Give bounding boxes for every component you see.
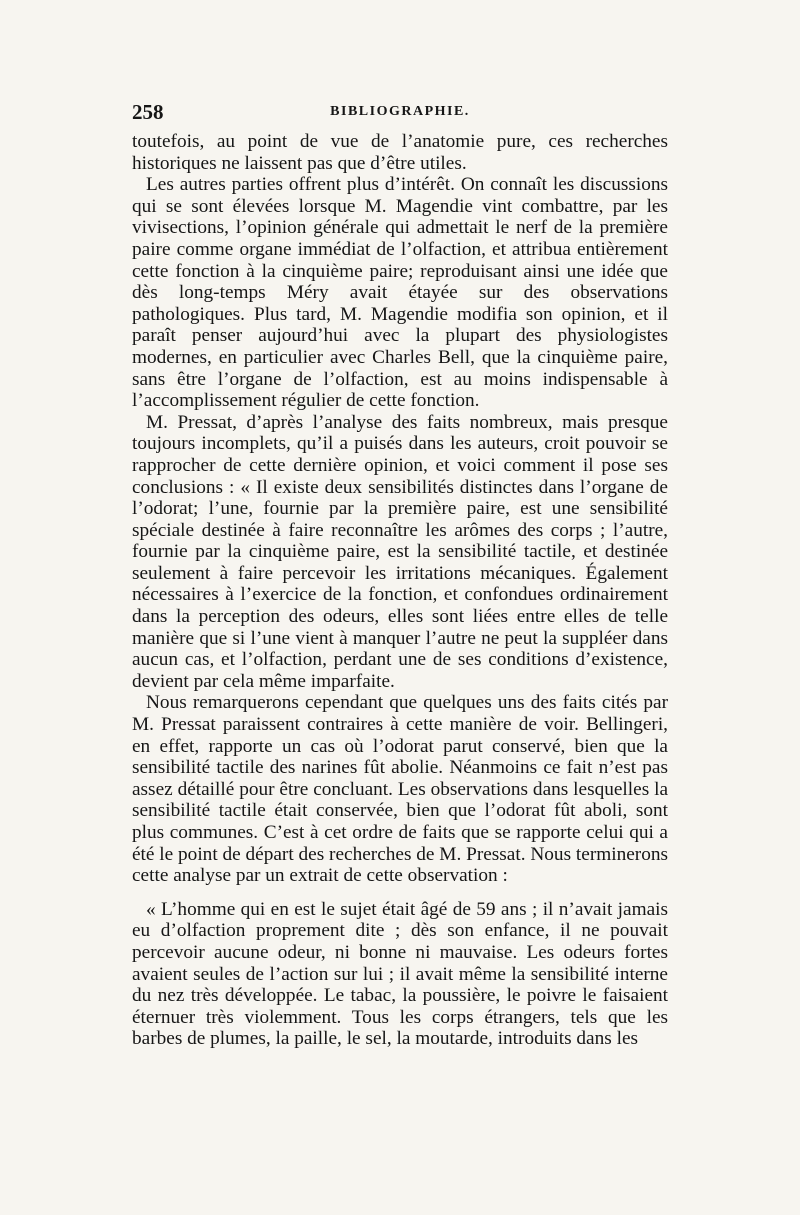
page-header xyxy=(132,100,668,130)
paragraph: Les autres parties offrent plus d’intérêt. On connaît les discussions qui se sont élevées lorsque M. Magendie vint combattre, par les vivisections, l’opinion générale qui admettait le nerf de la première paire comme organe immédiat de l’olfaction, et attribua entièrement cette fonction à la cinquième paire; reproduisant ainsi une idée que dès long-temps Méry avait étayée sur des observations pathologiques. Plus tard, M. Magendie modifia son opinion, et il paraît penser aujourd’hui avec la plupart des physiologistes modernes, en particulier avec Charles Bell, que la cinquième paire, sans être l’organe de l’olfaction, est au moins indispensable à l’accomplissement régulier de cette fonction. xyxy=(132,174,668,412)
paragraph-continuation: toutefois, au point de vue de l’anatomie pure, ces recherches historiques ne laissent pas que d’être utiles. xyxy=(132,131,668,174)
page-number: 258 xyxy=(132,100,164,124)
running-title: BIBLIOGRAPHIE. xyxy=(330,104,470,119)
quoted-observation: « L’homme qui en est le sujet était âgé de 59 ans ; il n’avait jamais eu d’olfaction proprement dite ; dès son enfance, il ne pouvait percevoir aucune odeur, ni bonne ni mauvaise. Les odeurs fortes avaient seules de l’action sur lui ; il avait même la sensibilité interne du nez très développée. Le tabac, la poussière, le poivre le faisaient éternuer très violemment. Tous les corps étrangers, tels que les barbes de plumes, la paille, le sel, la moutarde, introduits dans les xyxy=(132,898,668,1050)
paragraph: M. Pressat, d’après l’analyse des faits nombreux, mais presque toujours incomplets, qu’il a puisés dans les auteurs, croit pouvoir se rapprocher de cette dernière opinion, et voici comment il pose ses conclusions : « Il existe deux sensibilités distinctes dans l’organe de l’odorat; l’une, fournie par la première paire, est une sensibilité spéciale destinée à faire reconnaître les arômes des corps ; l’autre, fournie par la cinquième paire, est la sensibilité tactile, et destinée seulement à faire percevoir les irritations mécaniques. Également nécessaires à l’exercice de la fonction, et confondues ordinairement dans la perception des odeurs, elles sont liées entre elles de telle manière que si l’une vient à manquer l’autre ne peut la suppléer dans aucun cas, et l’olfaction, perdant une de ses conditions d’existence, devient par cela même imparfaite. xyxy=(132,411,668,692)
paragraph: Nous remarquerons cependant que quelques uns des faits cités par M. Pressat paraissent contraires à cette manière de voir. Bellingeri, en effet, rapporte un cas où l’odorat parut conservé, bien que la sensibilité tactile des narines fût abolie. Néanmoins ce fait n’est pas assez détaillé pour être concluant. Les observations dans lesquelles la sensibilité tactile était conservée, bien que l’odorat fût aboli, sont plus communes. C’est à cet ordre de faits que se rapporte celui qui a été le point de départ des recherches de M. Pressat. Nous terminerons cette analyse par un extrait de cette observation : xyxy=(132,692,668,887)
body-text xyxy=(132,131,668,1050)
